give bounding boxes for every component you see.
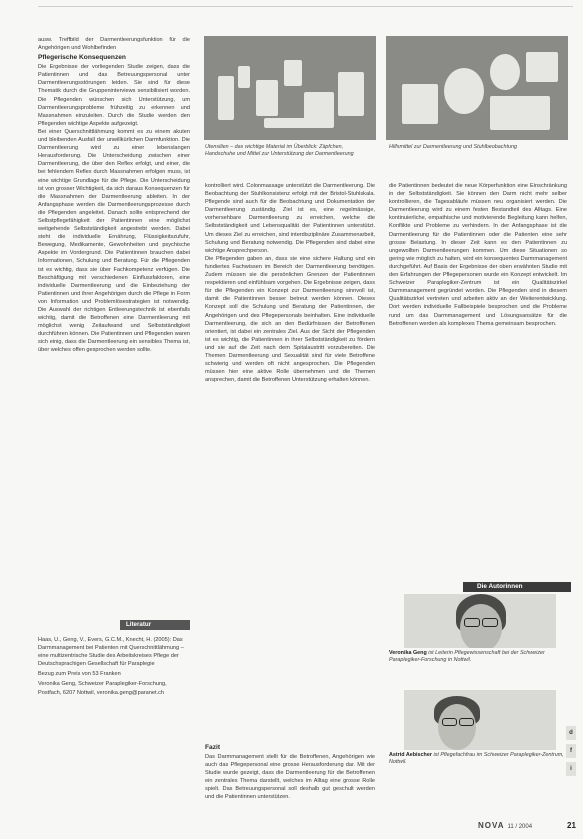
author-caption-1 — [389, 650, 567, 665]
photo-object — [238, 66, 250, 88]
photo-object — [338, 72, 364, 116]
author-photo-veronika-geng — [404, 594, 556, 648]
column-3 — [389, 182, 567, 582]
author-name: Astrid Aebischer — [389, 752, 432, 758]
magazine-name: NOVA — [478, 821, 505, 830]
photo-object — [218, 76, 234, 120]
glasses-shape — [482, 618, 498, 627]
literature-text — [38, 636, 190, 697]
language-tab-i[interactable]: i — [566, 762, 576, 776]
author-name: Veronika Geng — [389, 650, 427, 656]
glasses-shape — [464, 618, 480, 627]
paragraph: die Patientinnen bedeutet die neue Körperfunktion eine Einschränkung in der Selbstständigkeit. Sie können den Darm nicht mehr selber kontrollieren, die Tagesabläufe müssen neu organisiert werden. Die Darmentleerung wird zu einem festen Bestandteil des Alltags. Eine kontinuierliche, empathische und motivierende Begleitung kann helfen, Konflikte und Probleme zu verhindern. In der Anfangsphase ist die Darmentleerung für die Patientinnen oder die Patienten eine sehr grosse Belastung. In dieser Zeit kann es den Patientinnen zu ungewollten Darmentleerungen kommen. Um diese Situationen so gering wie möglich zu halten, wird ein konsequentes Darmmanagement durchgeführt. Auf Basis der Ergebnisse der oben erwähnten Studie mit den Erfahrungen der Pflegepersonen wurde ein Konzept entwickelt. Im Schweizer Paraplegiker-Zentrum ist ein Qualitätszirkel Darmmanagement gegründet worden. Die Pflegenden sind in diesem Qualitätszirkel vertreten und arbeiten aktiv an der Weiterentwicklung. Dort werden individuelle Fallbeispiele besprochen und die Probleme rund um das Darmmanagement und Lösungsansätze für die Betroffenen werden als komplexes Thema gemeinsam besprochen. — [389, 183, 567, 327]
author-caption-2 — [389, 752, 567, 767]
photo-object — [402, 84, 438, 124]
literature-box — [38, 620, 190, 820]
photo-hilfsmittel — [386, 36, 568, 140]
heading-pflegerische-konsequenzen: Pflegerische Konsequenzen — [38, 54, 126, 62]
photo-object — [526, 52, 558, 82]
fazit-text: Das Darmmanagement stellt für die Betroffenen, Angehörigen wie auch das Pflegepersonal eine grosse Herausforderung dar. Mit der Studie wurde gezeigt, dass die Darmentleerung für die Betroffenen ein zentrales Thema darstellt, welches im Alltag eine grosse Rolle spielt. Das Betreuungspersonal soll deshalb gut geschult werden und die Patientinnen unterstützen. — [205, 754, 375, 801]
photo-object — [256, 80, 278, 116]
literature-price: Bezug zum Preis von 53 Franken — [38, 671, 121, 678]
column-2 — [205, 182, 375, 802]
fazit-heading: Fazit — [205, 744, 221, 751]
author-description: ist Leiterin Pflegewissenschaft bei der Schweizer Paraplegiker-Forschung in Nottwil. — [389, 650, 545, 664]
glasses-shape — [459, 718, 474, 726]
photo-object — [490, 54, 520, 90]
language-tab-f[interactable]: f — [566, 744, 576, 758]
photo-object — [444, 68, 484, 114]
glasses-shape — [442, 718, 457, 726]
issue-number: 11 / 2004 — [507, 824, 533, 830]
paragraph: Die Ergebnisse der vorliegenden Studie zeigen, dass die Patientinnen und das Betreuungspersonal unter Darmentleerungsstörungen leiden. Sie sind für diese Thematik durch die Gruppeninterviews sensibilisiert worden. Die Pflegenden wünschen sich Unterstützung, um Darmentleerungsprobleme frühzeitig zu erkennen und Massnahmen einzuleiten. Durch die Studie werden den Pflegenden wichtige Aspekte aufgezeigt. — [38, 64, 190, 127]
language-tab-d[interactable]: d — [566, 726, 576, 740]
literature-reference: Haas, U., Geng, V., Evers, G.C.M., Knecht, H. (2005): Das Darmmanagement bei Patienten mit Querschnittlähmung – eine multizentrische Studie des Arbeitskreises Pflege der Deutschsprachigen Gesellschaft für Paraplegie — [38, 637, 184, 668]
photo-object — [490, 96, 550, 130]
footer-magazine — [478, 822, 532, 831]
photo-1-caption: Utensilien – das wichtige Material im Überblick: Zäpfchen, Handschuhe und Mittel zur Unterstützung der Darmentleerung — [205, 144, 354, 158]
fazit-section — [205, 742, 375, 802]
photo-object — [284, 60, 302, 86]
authors-heading: Die Autorinnen — [463, 582, 571, 592]
literature-contact: Veronika Geng, Schweizer Paraplegiker-Forschung, Postfach, 6207 Nottwil, veronika.geng@paranet.ch — [38, 681, 167, 696]
literature-heading: Literatur — [120, 620, 190, 630]
page-number: 21 — [567, 821, 576, 830]
photo-object — [304, 92, 334, 120]
paragraph: kontrolliert wird. Colonmassage unterstützt die Darmentleerung. Die Beobachtung der Stuhlkonsistenz erfolgt mit der Bristol-Stuhlskala. Pflegende sind auch für die Beobachtung und Dokumentation der Darmentleerung zuständig. Ziel ist es, eine regelmässige, vorhersehbare Darmentleerung zu erreichen, welche die Selbstständigkeit und Lebensqualität der Patientinnen unterstützt. Um dieses Ziel zu erreichen, sind interdisziplinäre Zusammenarbeit, Schulung und Beratung notwendig. Die Pflegenden sind dabei eine wichtige Ansprechperson. — [205, 183, 375, 254]
author-description: ist Pflegefachfrau im Schweizer Paraplegiker-Zentrum, Nottwil. — [389, 752, 564, 766]
photo-object — [264, 118, 334, 128]
intro-text: ausw. Treffbild der Darmentleerungsfunktion für die Angehörigen und Wohlbefinden — [38, 37, 190, 52]
top-rule — [38, 6, 573, 7]
photo-utensilien — [204, 36, 376, 140]
author-photo-astrid-aebischer — [404, 690, 556, 750]
face-shape — [438, 704, 476, 750]
paragraph: Die Pflegenden gaben an, dass sie eine sichere Haltung und ein fundiertes Fachwissen im Bereich der Darmentleerung benötigen. Zudem müssen sie die persönlichen Grenzen der Patientinnen respektieren und einfühlsam vorgehen. Die Ergebnisse zeigen, dass für die Pflegenden ein Konzept zur Darmentleerung sinnvoll ist, damit die Patientinnen besser betreut werden können. Dieses Konzept soll die Schulung und Beratung der Patientinnen, der Angehörigen und des Pflegepersonals beinhalten. Eine individuelle Darmentleerung, die sich an den Bedürfnissen der Betroffenen orientiert, ist dabei ein zentrales Ziel. Aus der Sicht der Pflegenden ist es wichtig, die Patientinnen in ihrer Selbstständigkeit zu fördern und sie auf die Zeit nach dem Spitalaustritt vorzubereiten. Die Themen Darmentleerung und Sexualität sind für viele Betroffene schwierig und werden oft nicht angesprochen. Die Pflegenden müssen hier eine aktive Rolle übernehmen und die Themen ansprechen, damit die Betroffenen Unterstützung erhalten können. — [205, 255, 375, 384]
photo-2-caption: Hilfsmittel zur Darmentleerung und Stuhlbeobachtung — [389, 144, 517, 150]
paragraph: Bei einer Querschnittlähmung kommt es zu einem akuten und bleibenden Ausfall der unwillkürlichen Darmfunktion. Die Darmentleerung wird zu einer lebenslangen Herausforderung. Die Unterscheidung zwischen einer Darmentleerung, die über den Reflex erfolgt, und einer, die bei fehlendem Reflex durch Massnahmen erfolgen muss, ist eine wichtige Grundlage für die Pflege. Die Unterscheidung ist von grosser Wichtigkeit, da sich daraus Konsequenzen für die Massnahmen der Darmentleerung ableiten. In der Anfangsphase werden die Darmentleerungsprozesse durch die Pflegenden angeleitet. Danach sollte entsprechend der Selbstpflegefähigkeit der Patientinnen eine möglichst weitgehende Selbstständigkeit angestrebt werden. Dabei steht die individuelle Ernährung, Flüssigkeitszufuhr, Bewegung, Medikamente, Gewohnheiten und psychische Aspekte im Vordergrund. Die Patientinnen brauchen dabei Informationen, Schulung und Beratung. Für die Pflegenden ist es wichtig, dass sie über Fachkompetenz verfügen. Die Beschäftigung mit verschiedenen Einflussfaktoren, eine individuelle Darmentleerung und die Einbeziehung der Patientinnen und ihrer Angehörigen durch die Pflege in Form von Information und Problemlösestrategien ist notwendig. Die Auswahl der richtigen Entleerungstechnik ist ebenfalls wichtig, damit die Betroffenen eine Darmentleerung mit möglichst wenig Zeitaufwand und Selbstständigkeit durchführen können. Die Patientinnen und Pflegenden waren sich einig, dass die Darmentleerung ein sensibles Thema ist, über welches offen gesprochen werden sollte. — [38, 128, 190, 354]
